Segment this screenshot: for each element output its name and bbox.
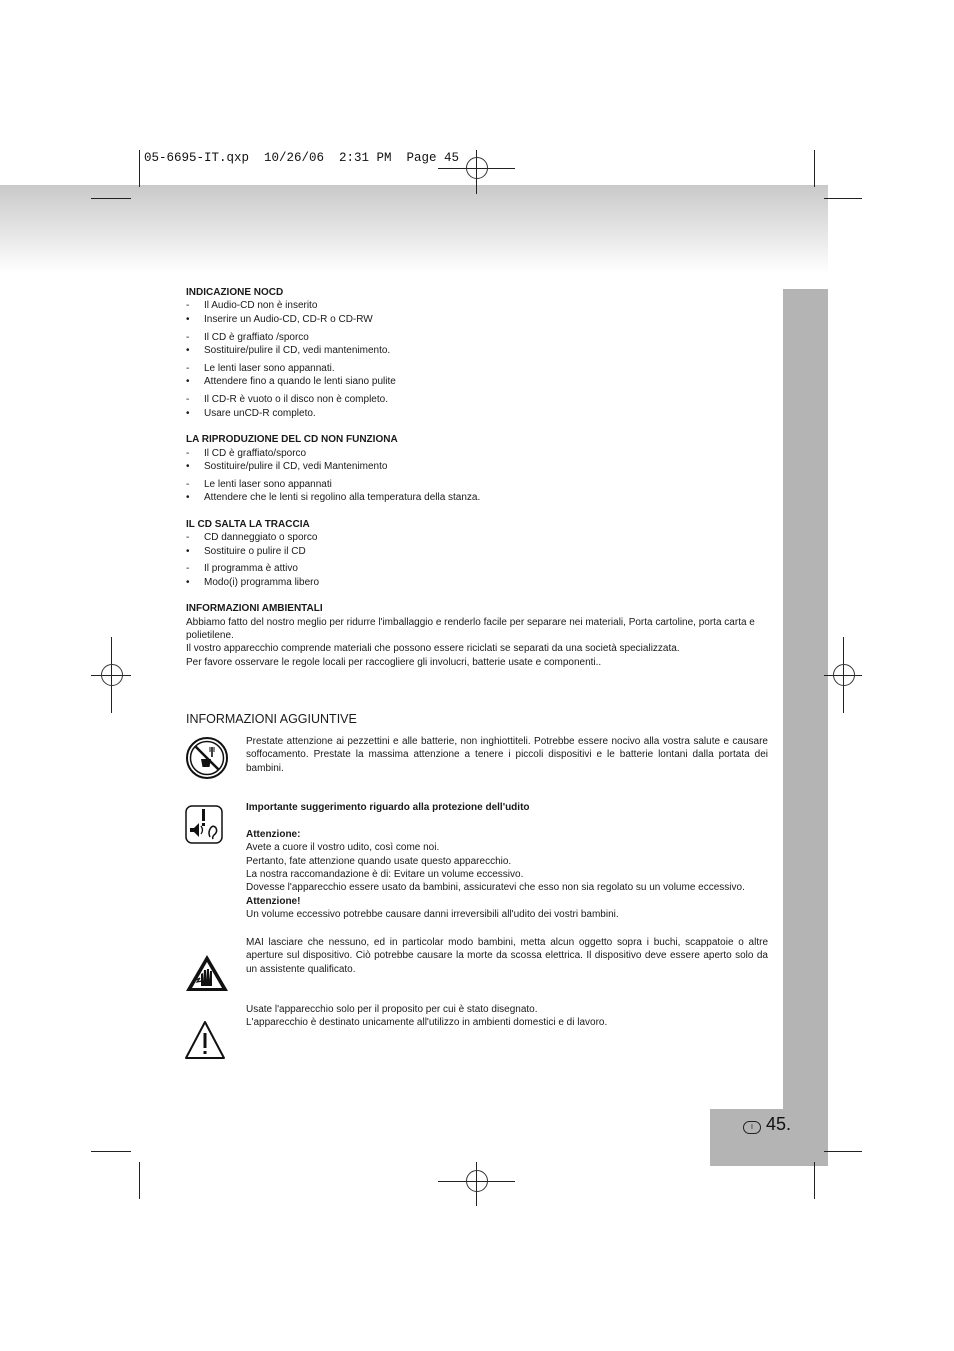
attention-label-2: Attenzione!: [246, 895, 301, 907]
section-heading: LA RIPRODUZIONE DEL CD NON FUNZIONA: [186, 434, 398, 446]
list-item-text: Le lenti laser sono appannati: [204, 478, 332, 490]
item-group: [186, 531, 768, 558]
crop-mark: [91, 198, 131, 199]
crop-mark: [824, 1151, 862, 1152]
usage-line: Usate l'apparecchio solo per il proposito per cui è stato disegnato.: [246, 1004, 538, 1015]
list-item-text: CD danneggiato o sporco: [204, 532, 318, 544]
list-item-text: Attendere fino a quando le lenti siano pulite: [204, 376, 396, 388]
dash-marker: -: [186, 563, 190, 575]
electric-shock-warning-icon: [184, 953, 230, 993]
hearing-line: Un volume eccessivo potrebbe causare danni irreversibili all'udito dei vostri bambini.: [246, 909, 619, 921]
list-item-text: Sostituire/pulire il CD, vedi mantenimento.: [204, 345, 391, 357]
page-number-tab: [710, 1109, 828, 1166]
list-item: [186, 576, 768, 589]
paragraph: Il vostro apparecchio comprende materiali che possono essere riciclati se separati da una società specializzata.: [186, 643, 680, 655]
bullet-marker: •: [186, 345, 190, 357]
side-tab-bar: [783, 289, 828, 1111]
item-group: [186, 478, 768, 505]
usage-notice: [246, 1003, 768, 1030]
swallow-text: Prestate attenzione ai pezzettini e alle batterie, non inghiottiteli. Potrebbe essere nocivo alla vostra salute e causare soffocamento. Prestate la massima attenzione a tenere i piccoli dispositivi e le batterie lontani dalla portata dei bambini.: [246, 736, 768, 774]
bullet-marker: •: [186, 313, 190, 325]
attention-label: Attenzione:: [246, 828, 301, 840]
shock-warning: [246, 936, 768, 976]
crop-mark: [824, 198, 862, 199]
section-heading: IL CD SALTA LA TRACCIA: [186, 518, 310, 530]
list-item: [186, 447, 768, 460]
list-item: [186, 362, 768, 375]
list-item: [186, 531, 768, 544]
crop-mark: [139, 150, 140, 187]
item-group: [186, 362, 768, 389]
section-heading: INDICAZIONE NOCD: [186, 287, 284, 298]
list-item: [186, 491, 768, 504]
hearing-warning-icon: [185, 805, 223, 845]
item-group: [186, 299, 768, 326]
list-item: [186, 460, 768, 473]
page-number: 45.: [766, 1114, 792, 1134]
list-item-text: Modo(i) programma libero: [204, 576, 320, 588]
list-item: [186, 299, 768, 312]
section-environment: [186, 602, 768, 669]
shock-text: MAI lasciare che nessuno, ed in particolar modo bambini, metta alcun oggetto sopra i buchi, scappatoie o altre aperture sul dispositivo. Ciò potrebbe causare la morte da scossa elettrica. Il dispositivo deve essere aperto solo da un assistente qualificato.: [246, 937, 768, 975]
list-item: [186, 478, 768, 491]
list-item-text: Usare unCD-R completo.: [204, 407, 316, 419]
dash-marker: -: [186, 478, 190, 490]
item-group: [186, 447, 768, 474]
list-item: [186, 562, 768, 575]
list-item-text: Inserire un Audio-CD, CD-R o CD-RW: [204, 313, 373, 325]
item-group: [186, 562, 768, 589]
hearing-line: Pertanto, fate attenzione quando usate questo apparecchio.: [246, 855, 512, 867]
registration-circle: [833, 664, 855, 686]
list-item-text: Attendere che le lenti si regolino alla temperatura della stanza.: [204, 492, 481, 504]
swallow-warning: [246, 735, 768, 775]
registration-circle: [101, 664, 123, 686]
dash-marker: -: [186, 363, 190, 375]
list-item: [186, 375, 768, 388]
bullet-marker: •: [186, 460, 190, 472]
bullet-marker: •: [186, 492, 190, 504]
hearing-title: Importante suggerimento riguardo alla protezione dell'udito: [246, 802, 530, 813]
bullet-marker: •: [186, 376, 190, 388]
hearing-warning: [246, 801, 768, 922]
list-item-text: Il programma è attivo: [204, 563, 298, 575]
spacer: [246, 814, 768, 827]
usage-line: L'apparecchio è destinato unicamente all'utilizzo in ambienti domestici e di lavoro.: [246, 1017, 608, 1029]
paragraph: Per favore osservare le regole locali per raccogliere gli involucri, batterie usate e componenti..: [186, 656, 602, 668]
list-item-text: Sostituire/pulire il CD, vedi Mantenimento: [204, 460, 388, 472]
dash-marker: -: [186, 300, 190, 312]
list-item-text: Il CD-R è vuoto o il disco non è completo.: [204, 394, 388, 406]
list-item: [186, 393, 768, 406]
bullet-marker: •: [186, 545, 190, 557]
item-group: [186, 331, 768, 358]
list-item-text: Il CD è graffiato /sporco: [204, 331, 309, 343]
troubleshooting-content: [186, 286, 768, 682]
crop-mark: [814, 1162, 815, 1199]
print-slug: 05-6695-IT.qxp 10/26/06 2:31 PM Page 45: [144, 151, 460, 165]
hearing-line: Avete a cuore il vostro udito, così come noi.: [246, 842, 440, 854]
language-badge: I: [743, 1121, 761, 1134]
list-item: [186, 545, 768, 558]
list-item: [186, 313, 768, 326]
item-group: [186, 393, 768, 420]
crop-mark: [91, 1151, 131, 1152]
registration-circle: [466, 157, 488, 179]
section-playback: [186, 433, 768, 505]
section-nocd: [186, 286, 768, 420]
list-item: [186, 344, 768, 357]
registration-circle: [466, 1170, 488, 1192]
hearing-line: La nostra raccomandazione è di: Evitare un volume eccessivo.: [246, 869, 524, 881]
dash-marker: -: [186, 447, 190, 459]
list-item: [186, 407, 768, 420]
caution-triangle-icon: [184, 1019, 226, 1061]
list-item-text: Il CD è graffiato/sporco: [204, 447, 307, 459]
list-item: [186, 331, 768, 344]
dash-marker: -: [186, 331, 190, 343]
list-item-text: Le lenti laser sono appannati.: [204, 363, 335, 375]
dash-marker: -: [186, 532, 190, 544]
no-swallow-icon: [185, 735, 229, 781]
dash-marker: -: [186, 394, 190, 406]
hearing-line: Dovesse l'apparecchio essere usato da bambini, assicuratevi che esso non sia regolato su un volume eccessivo.: [246, 882, 745, 894]
list-item-text: Il Audio-CD non è inserito: [204, 300, 318, 312]
crop-mark: [814, 150, 815, 187]
section-skip: [186, 518, 768, 590]
paragraph: Abbiamo fatto del nostro meglio per ridurre l'imballaggio e renderlo facile per separare nei materiali, Porta cartoline, porta carta e polietilene.: [186, 616, 755, 642]
crop-mark: [139, 1162, 140, 1199]
bullet-marker: •: [186, 407, 190, 419]
list-item-text: Sostituire o pulire il CD: [204, 545, 306, 557]
bullet-marker: •: [186, 576, 190, 588]
section-heading: INFORMAZIONI AMBIENTALI: [186, 603, 323, 615]
additional-info-heading: INFORMAZIONI AGGIUNTIVE: [186, 712, 357, 726]
